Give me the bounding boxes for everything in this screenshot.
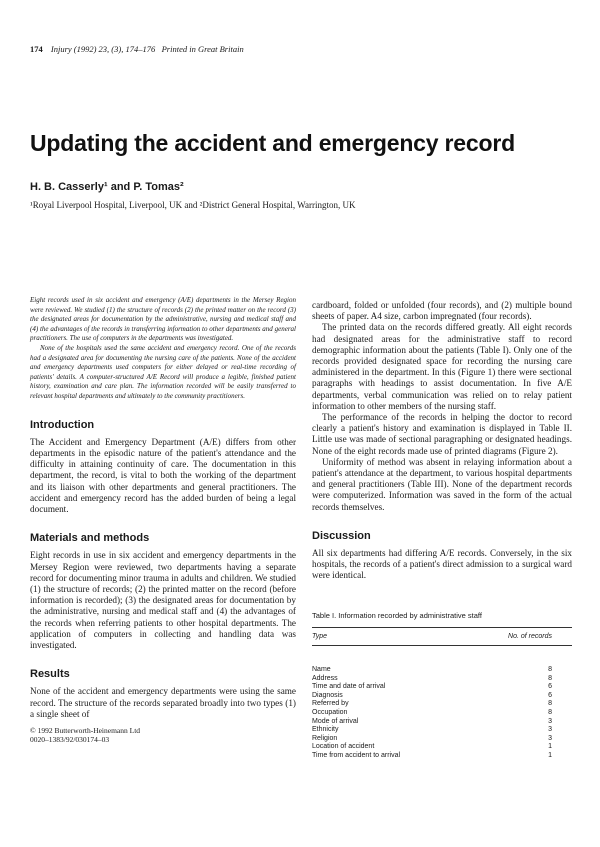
table-row xyxy=(312,709,572,718)
row-count: 6 xyxy=(548,691,552,699)
table-row xyxy=(312,735,572,744)
introduction-text: The Accident and Emergency Department (A/E) differs from other departments in the episodic nature of the patient's attendance and the difficulty in attaining continuity of care. The documentation in this department, the record, is vital to both the working of the department and its liaison with other departments and general practitioners. The accident and emergency record has the added burden of being a legal document. xyxy=(30,436,296,514)
table-header-row xyxy=(312,628,572,645)
methods-text: Eight records in use in six accident and emergency departments in the Mersey Region were reviewed, two departments having a separate record for documenting minor trauma in adults and children. We studied (1) the structure of records; (2) the printed matter on the record (before information is recorded); (3) the designated areas for documentation by the administrative, nursing and medical staff and (4) the advantages of the records when referring patients to other hospital departments. The application of computers in collecting and handling data was investigated. xyxy=(30,550,296,650)
results-heading: Results xyxy=(30,668,70,681)
table-1 xyxy=(312,610,572,761)
table-row xyxy=(312,752,572,761)
row-count: 8 xyxy=(548,700,552,708)
table-row xyxy=(312,675,572,684)
table-row xyxy=(312,726,572,735)
introduction-heading: Introduction xyxy=(30,418,95,431)
running-header xyxy=(30,44,244,54)
row-type: Referred by xyxy=(312,700,349,708)
table-caption: Table I. Information recorded by administrative staff xyxy=(312,610,482,620)
row-count: 1 xyxy=(548,752,552,760)
row-count: 6 xyxy=(548,683,552,691)
row-type: Time from accident to arrival xyxy=(312,752,401,760)
printed-note: Printed in Great Britain xyxy=(161,44,244,54)
column-header-type: Type xyxy=(312,632,328,640)
journal-citation: Injury (1992) 23, (3), 174–176 xyxy=(50,44,156,54)
abstract xyxy=(30,296,296,402)
issn-line: 0020–1383/92/030174–03 xyxy=(30,735,110,744)
discussion-section xyxy=(312,531,572,582)
abstract-paragraph: None of the hospitals used the same accident and emergency record. One of the records had a designated area for documenting the nursing care of the patients. None of the accident and emergency departments used computers for either delayed or real-time recording of patients' details. A computer-structured A/E Record will produce a legible, finished patient history, examination and care plan. The information recorded will be easily transferred to relevant hospital departments and ultimately to the community practitioners. xyxy=(30,343,296,400)
left-column xyxy=(30,296,296,744)
results-continued: cardboard, folded or unfolded (four records), and (2) multiple bound sheets of paper. A4 size, carbon impregnated (four records). xyxy=(312,300,572,322)
results-text: None of the accident and emergency departments were using the same record. The structure of the records separated broadly into two types (1) a single sheet of xyxy=(30,686,296,719)
row-count: 3 xyxy=(548,734,552,742)
article-title: Updating the accident and emergency record xyxy=(30,130,515,156)
right-column xyxy=(312,300,572,761)
results-paragraph: Uniformity of method was absent in relaying information about a patient's attendance at the department, to various hospital departments and general practitioners (Table III). None of the department records were computerized. Information was saved in the form of the actual records themselves. xyxy=(312,456,572,512)
row-count: 8 xyxy=(548,709,552,717)
table-row xyxy=(312,700,572,709)
results-section xyxy=(30,669,296,720)
row-type: Occupation xyxy=(312,709,348,717)
table-row xyxy=(312,718,572,727)
row-type: Address xyxy=(312,674,338,682)
methods-heading: Materials and methods xyxy=(30,532,150,545)
column-header-count: No. of records xyxy=(508,632,552,640)
table-row xyxy=(312,683,572,692)
row-type: Religion xyxy=(312,734,338,742)
discussion-heading: Discussion xyxy=(312,529,371,542)
table-row xyxy=(312,666,572,675)
author-list: H. B. Casserly¹ and P. Tomas² xyxy=(30,181,184,193)
introduction-section xyxy=(30,420,296,516)
affiliations: ¹Royal Liverpool Hospital, Liverpool, UK and ²District General Hospital, Warrington, UK xyxy=(30,200,356,210)
row-type: Mode of arrival xyxy=(312,717,359,725)
results-paragraph: The printed data on the records differed greatly. All eight records had designated areas for the administrative staff to record demographic information about the patients (Table I). Only one of the records provided designated space for recording the nursing care administered in the department. In this (Figure 1) there were sectional paragraphs with headings to assist documentation. In five A/E departments, verbal communication was relied on to relay patient information to other members of the nursing staff. xyxy=(312,322,572,411)
row-type: Ethnicity xyxy=(312,726,339,734)
results-paragraph: The performance of the records in helping the doctor to record clearly a patient's history and examination is displayed in Table II. Little use was made of sectional paragraphing or designated headings. None of the eight records made use of printed diagrams (Figure 2). xyxy=(312,412,572,456)
row-count: 8 xyxy=(548,674,552,682)
row-count: 1 xyxy=(548,743,552,751)
row-count: 8 xyxy=(548,666,552,674)
methods-section xyxy=(30,533,296,651)
row-type: Name xyxy=(312,666,331,674)
table-row xyxy=(312,692,572,701)
row-count: 3 xyxy=(548,717,552,725)
copyright-notice xyxy=(30,726,296,744)
row-type: Location of accident xyxy=(312,743,375,751)
discussion-text: All six departments had differing A/E records. Conversely, in the six hospitals, the records of a patient's direct admission to a surgical ward were identical. xyxy=(312,548,572,581)
row-type: Time and date of arrival xyxy=(312,683,386,691)
row-type: Diagnosis xyxy=(312,691,343,699)
abstract-paragraph: Eight records used in six accident and emergency (A/E) departments in the Mersey Region were reviewed. We studied (1) the structure of records (2) the printed matter on the record (3) the designated areas for documentation by the administrative, nursing and medical staff and (4) the advantages of the records in transferring information to other departments and general practitioners. The use of computers in the departments was investigated. xyxy=(30,296,296,343)
row-count: 3 xyxy=(548,726,552,734)
table-row xyxy=(312,743,572,752)
table-body xyxy=(312,646,572,761)
copyright-line: © 1992 Butterworth-Heinemann Ltd xyxy=(30,726,141,735)
page-number: 174 xyxy=(30,44,43,54)
